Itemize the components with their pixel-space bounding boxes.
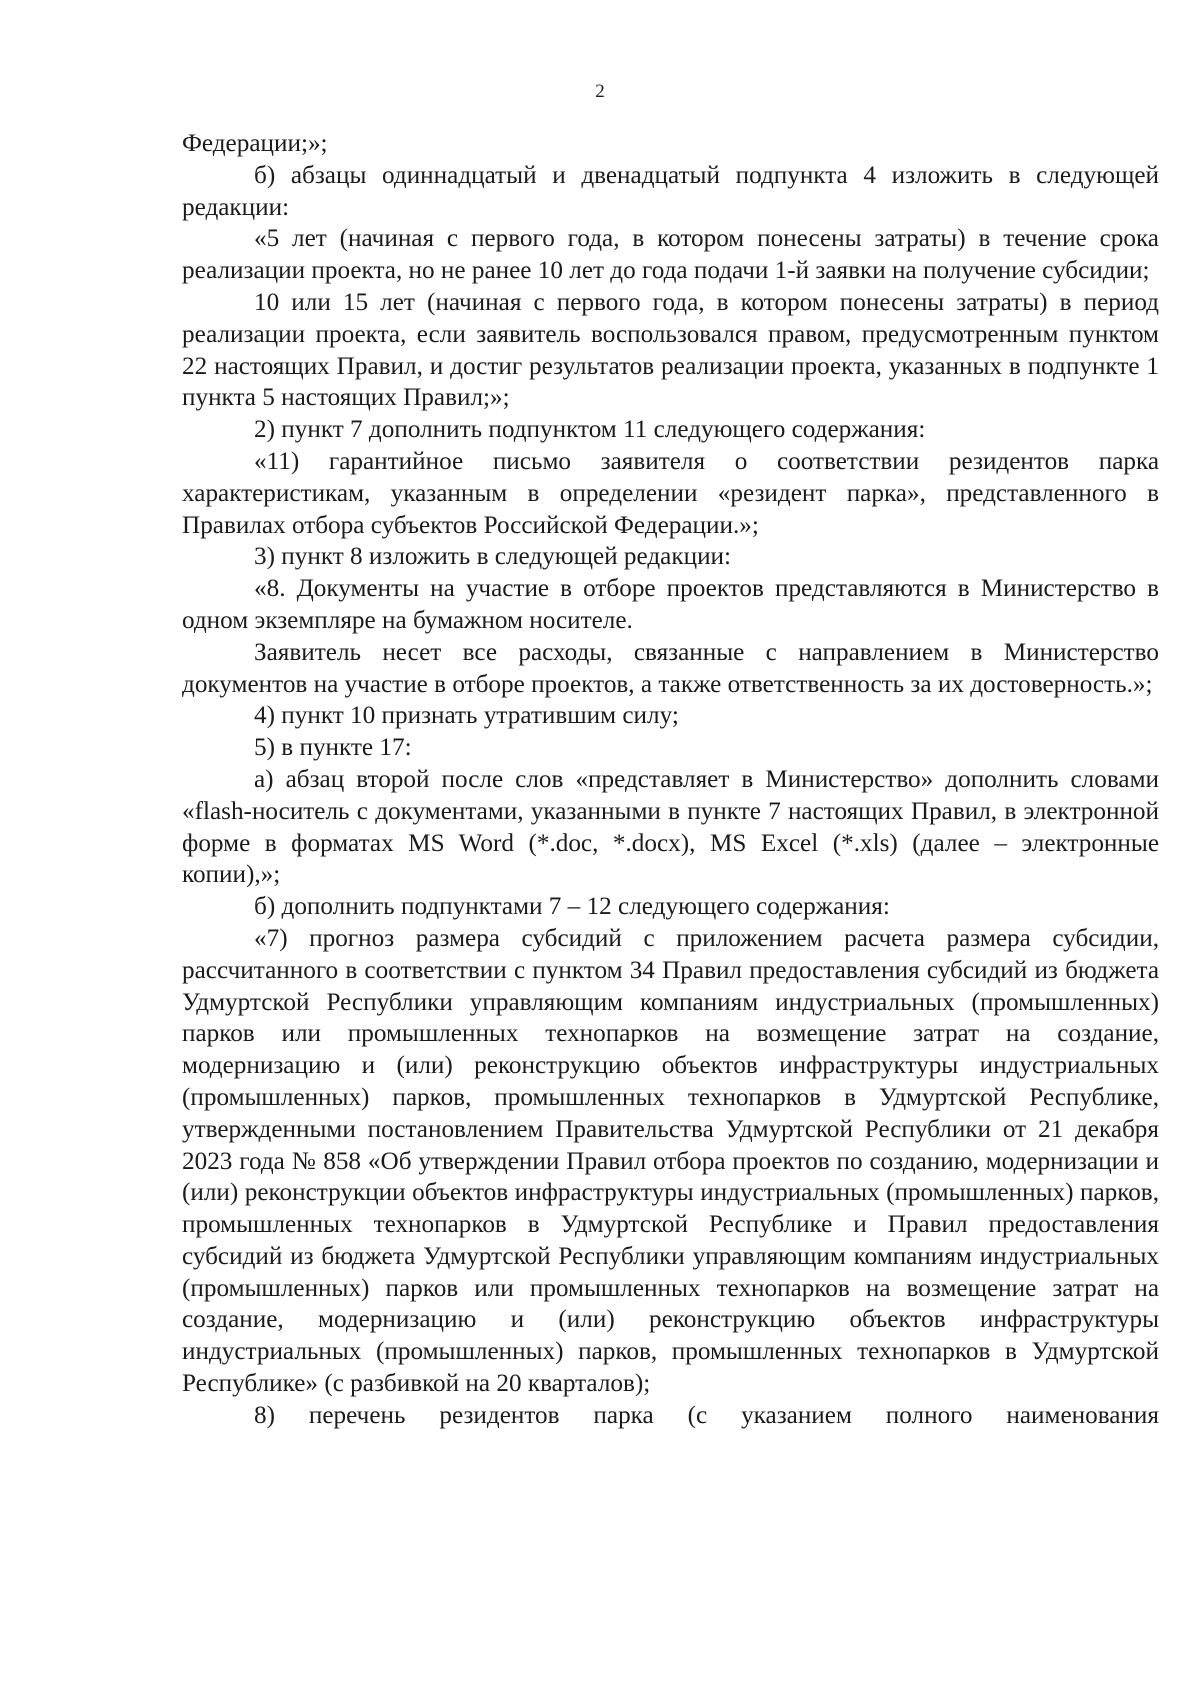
paragraph: 4) пункт 10 признать утратившим силу; (254, 702, 679, 730)
paragraph: Федерации;»; (182, 130, 328, 157)
page-number: 2 (595, 81, 605, 102)
paragraph: а) абзац второй после слов «представляет в Министерство» дополнить словами «flash-носитель с документами, указанными в пункте 7 настоящих Правил, в электронной форме в форматах MS Word (*.doc, *.docx), MS Excel (*.xls) (далее – электронные копии),»; (182, 765, 1159, 889)
paragraph-continued: 8) перечень резидентов парка (с указанием полного наименования (254, 1401, 1159, 1429)
paragraph: б) дополнить подпунктами 7 – 12 следующего содержания: (254, 893, 890, 921)
paragraph: «11) гарантийное письмо заявителя о соответствии резидентов парка характеристикам, указанным в определении «резидент парка», представленного в Правилах отбора субъектов Российской Федерации.»; (182, 447, 1159, 539)
paragraph: «7) прогноз размера субсидий с приложением расчета размера субсидии, рассчитанного в соответствии с пунктом 34 Правил предоставления субсидий из бюджета Удмуртской Республики управляющим компаниям индустриальных (промышленных) парков или промышленных технопарков на возмещение затрат на создание, модернизацию и (или) реконструкцию объектов инфраструктуры индустриальных (промышленных) парков, промышленных технопарков в Удмуртской Республике, утвержденными постановлением Правительства Удмуртской Республики от 21 декабря 2023 года № 858 «Об утверждении Правил отбора проектов по созданию, модернизации и (или) реконструкции объектов инфраструктуры индустриальных (промышленных) парков, промышленных технопарков в Удмуртской Республике и Правил предоставления субсидий из бюджета Удмуртской Республики управляющим компаниям индустриальных (промышленных) парков или промышленных технопарков на возмещение затрат на создание, модернизацию и (или) реконструкцию объектов инфраструктуры индустриальных (промышленных) парков, промышленных технопарков в Удмуртской Республике» (с разбивкой на 20 кварталов); (182, 924, 1159, 1398)
paragraph: 10 или 15 лет (начиная с первого года, в котором понесены затраты) в период реализации проекта, если заявитель воспользовался правом, предусмотренным пунктом 22 настоящих Правил, и достиг результатов реализации проекта, указанных в подпункте 1 пункта 5 настоящих Правил;»; (182, 288, 1159, 412)
paragraph: 2) пункт 7 дополнить подпунктом 11 следующего содержания: (254, 416, 926, 444)
paragraph: «8. Документы на участие в отборе проектов представляются в Министерство в одном экземпляре на бумажном носителе. (182, 575, 1159, 634)
paragraph: Заявитель несет все расходы, связанные с направлением в Министерство документов на участие в отборе проектов, а также ответственность за их достоверность.»; (182, 638, 1159, 698)
document-body (182, 128, 1159, 1432)
paragraph: 3) пункт 8 изложить в следующей редакции: (254, 543, 732, 571)
paragraph: б) абзацы одиннадцатый и двенадцатый подпункта 4 изложить в следующей редакции: (182, 161, 1159, 221)
paragraph: 5) в пункте 17: (254, 734, 412, 762)
paragraph: «5 лет (начиная с первого года, в котором понесены затраты) в течение срока реализации проекта, но не ранее 10 лет до года подачи 1-й заявки на получение субсидии; (182, 225, 1159, 285)
